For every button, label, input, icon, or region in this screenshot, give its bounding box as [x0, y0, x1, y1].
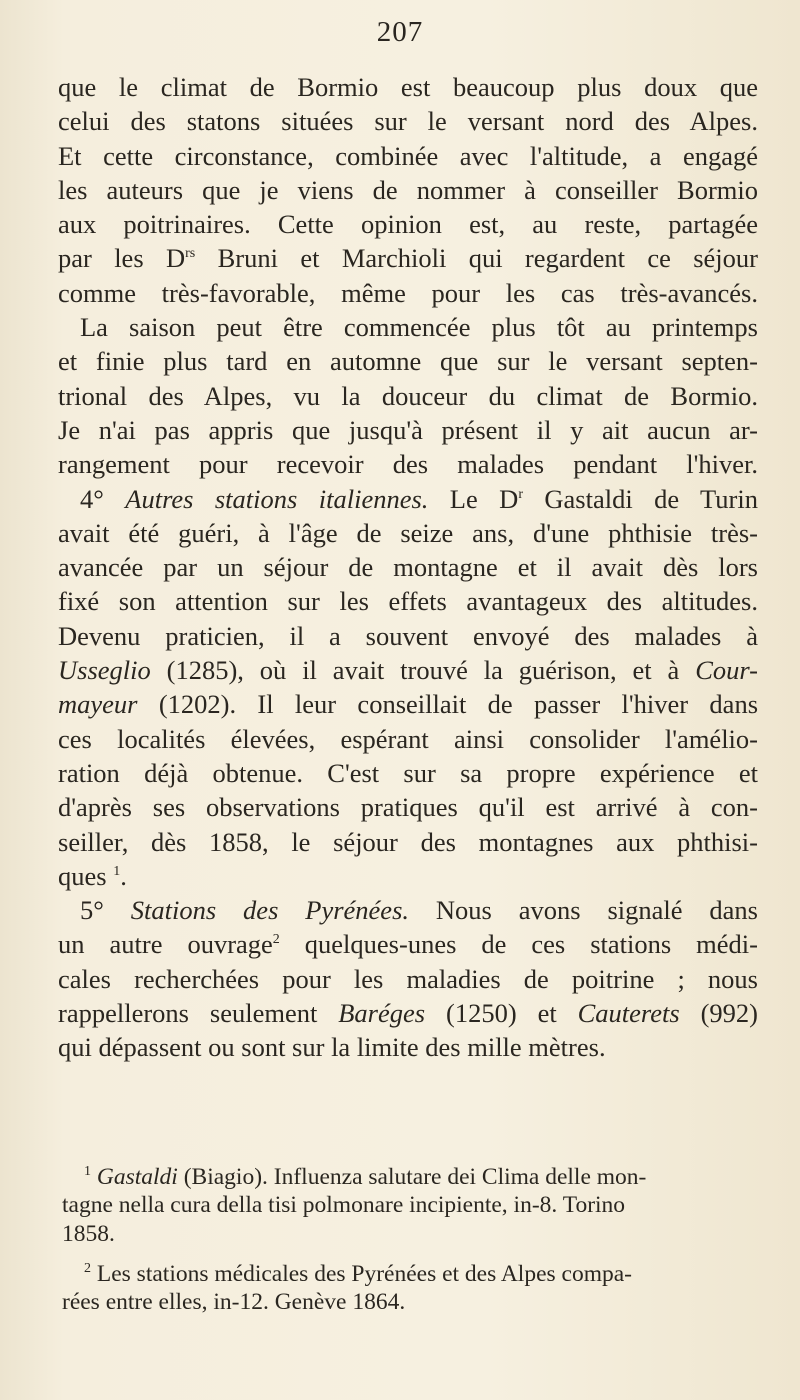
footnote-line: rées entre elles, in-12. Genève 1864.: [62, 1289, 406, 1316]
text-line: celui des statons situées sur le versant nord des Alpes.: [58, 106, 758, 137]
text-segment: par les D: [58, 243, 186, 274]
section-heading-line: [58, 893, 758, 927]
text-line: rangement pour recevoir des malades pendant l'hiver.: [58, 449, 758, 480]
place-name: Cauterets: [577, 998, 680, 1029]
text-line: comme très-favorable, même pour les cas très-avancés.: [58, 277, 758, 308]
footnotes: [62, 1163, 760, 1316]
section-title: Autres stations italiennes.: [125, 483, 429, 514]
text-line: ques $^1$.: [58, 860, 127, 891]
altitude: (1202): [158, 689, 230, 720]
text-line: les auteurs que je viens de nommer à conseiller Bormio: [58, 174, 758, 205]
section-title: Stations des Pyrénées.: [130, 895, 410, 926]
text-line: que le climat de Bormio est beaucoup plus doux que: [58, 72, 758, 102]
text-line: avait été guéri, à l'âge de seize ans, d'une phthisie très-: [58, 517, 758, 548]
text-segment: quelques-unes de ces stations médi-: [279, 929, 758, 960]
text-segment: un autre ouvrage: [58, 929, 273, 960]
text-segment: Les stations médicales des Pyrénées et des Alpes compa-: [91, 1260, 633, 1287]
text-line: et finie plus tard en automne que sur le versant septen-: [58, 346, 758, 377]
text-segment: ques: [58, 860, 107, 891]
text-segment: (Biagio). Influenza salutare dei Clima delle mon-: [177, 1164, 647, 1190]
text-line: ration déjà obtenue. C'est sur sa propre expérience et: [58, 757, 758, 788]
place-name: mayeur: [58, 689, 138, 720]
altitude: (1285): [166, 655, 238, 686]
place-name: Usseglio: [58, 655, 151, 686]
text-segment: , où il avait trouvé la guérison, et à: [237, 655, 696, 686]
text-line: Devenu praticien, il a souvent envoyé des malades à: [58, 620, 758, 651]
text-line: [58, 687, 758, 721]
place-name: Baréges: [338, 998, 426, 1029]
text-segment: Le D: [428, 483, 519, 514]
footnote-number: 1: [84, 1164, 91, 1180]
text-line: avancée par un séjour de montagne et il avait dès lors: [58, 552, 758, 583]
text-line: [58, 927, 758, 961]
text-line: seiller, dès 1858, le séjour des montagnes aux phthisi-: [58, 826, 758, 857]
footnote-ref: 1: [113, 864, 121, 879]
text-line: [58, 653, 758, 687]
text-segment: rappellerons seulement: [58, 998, 339, 1029]
superscript: rs: [185, 246, 196, 262]
text-line: cales recherchées pour les maladies de poitrine ; nous: [58, 963, 758, 994]
text-segment: Nous avons signalé dans: [409, 895, 758, 926]
page-number: 207: [376, 16, 424, 48]
text-segment: Gastaldi de Turin: [522, 483, 758, 514]
section-heading-line: [58, 482, 758, 516]
footnote-author: Gastaldi: [96, 1164, 178, 1190]
place-name: Cour-: [695, 655, 758, 686]
text-line: [58, 241, 758, 275]
footnote-line: tagne nella cura della tisi polmonare incipiente, in-8. Torino: [62, 1192, 626, 1219]
footnote-line: [62, 1260, 760, 1288]
text-segment: . Il leur conseillait de passer l'hiver dans: [229, 689, 759, 720]
section-number: 4°: [80, 483, 104, 514]
text-line: Je n'ai pas appris que jusqu'à présent il y ait aucun ar-: [58, 414, 758, 445]
text-line: qui dépassent ou sont sur la limite des mille mètres.: [58, 1032, 606, 1063]
footnote-line: [62, 1163, 760, 1191]
section-number: 5°: [80, 895, 104, 926]
footnote-line: 1858.: [62, 1220, 115, 1247]
text-segment: et: [516, 998, 578, 1029]
text-line: [58, 996, 758, 1030]
text-line: La saison peut être commencée plus tôt au printemps: [80, 312, 758, 343]
altitude: (1250): [446, 998, 517, 1029]
superscript: r: [518, 486, 523, 502]
footnote-ref: 2: [272, 932, 280, 948]
text-line: Et cette circonstance, combinée avec l'altitude, a engagé: [58, 140, 758, 171]
text-line: aux poitrinaires. Cette opinion est, au reste, partagée: [58, 209, 758, 240]
text-line: ces localités élevées, espérant ainsi consolider l'amélio-: [58, 723, 758, 754]
body-text: [58, 70, 758, 1065]
altitude: (992): [700, 998, 759, 1029]
text-segment: Bruni et Marchioli qui regardent ce séjour: [195, 243, 758, 274]
text-line: trional des Alpes, vu la douceur du climat de Bormio.: [58, 380, 758, 411]
footnote-number: 2: [84, 1261, 91, 1277]
text-line: d'après ses observations pratiques qu'il est arrivé à con-: [58, 792, 758, 823]
text-line: fixé son attention sur les effets avantageux des altitudes.: [58, 586, 758, 617]
